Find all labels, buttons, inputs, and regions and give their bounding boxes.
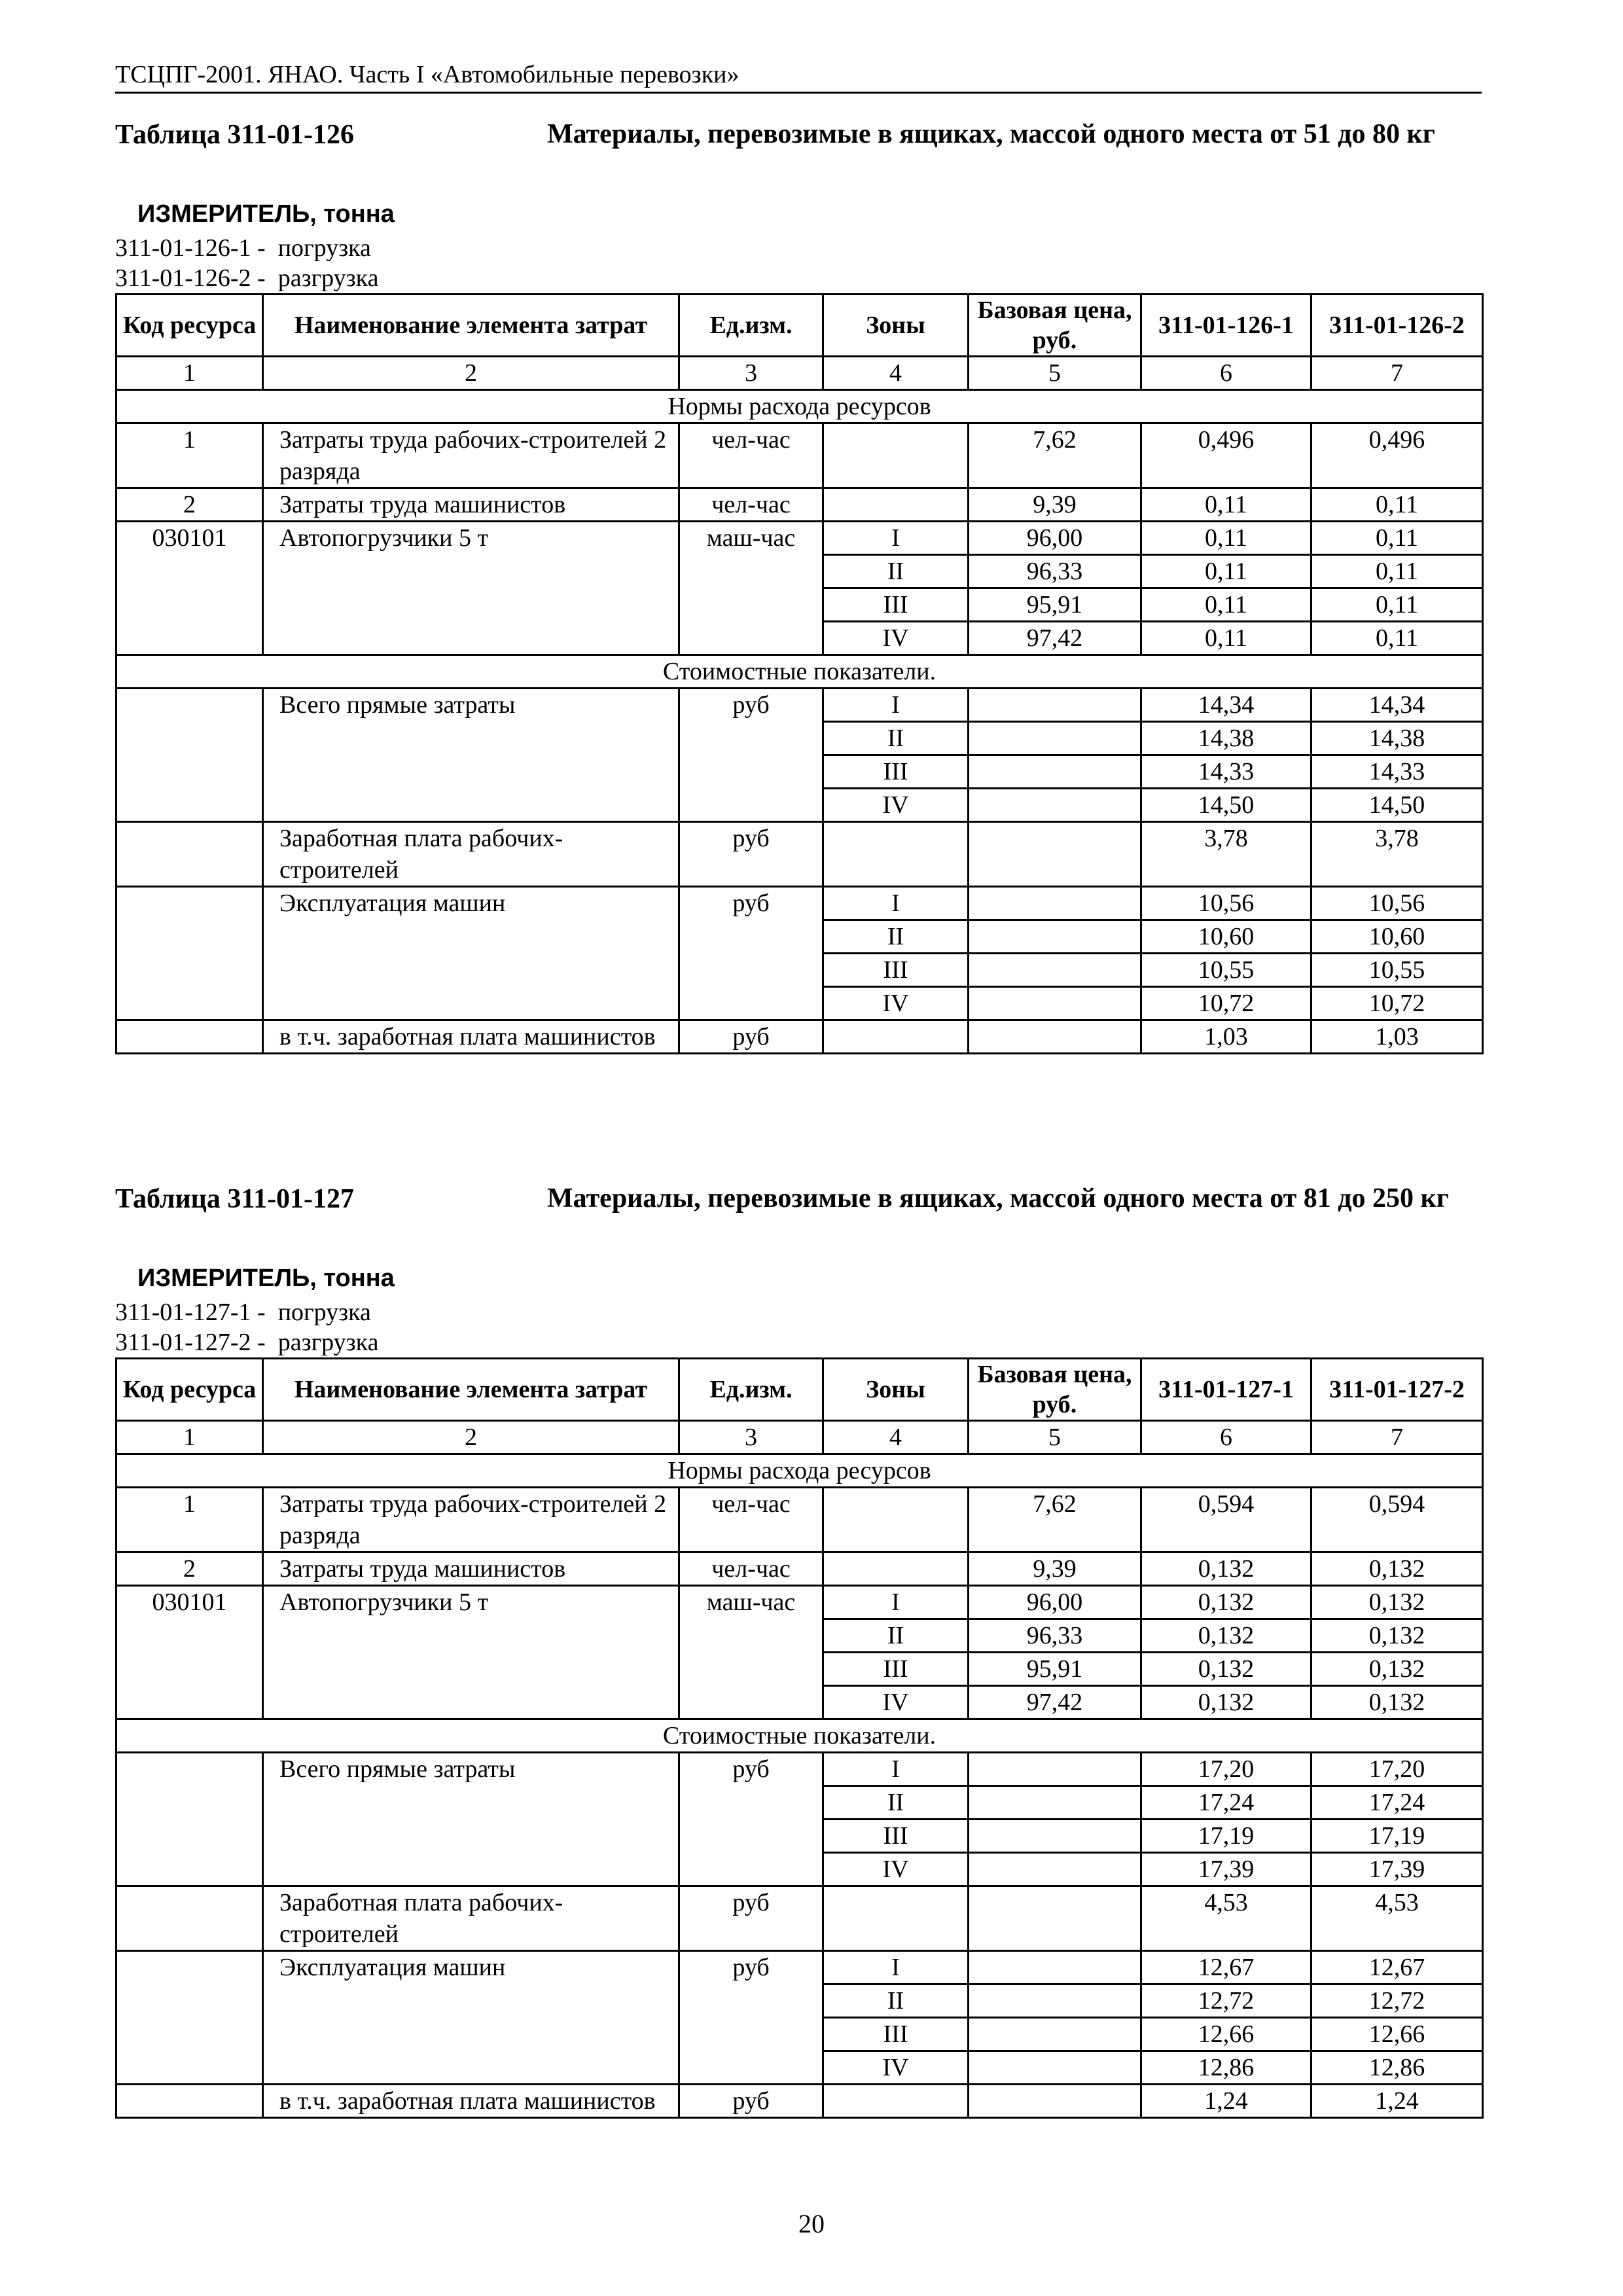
price-cell [969, 1853, 1141, 1886]
value-cell-1: 12,67 [1141, 1951, 1311, 1984]
value-cell-2: 1,03 [1311, 1020, 1483, 1054]
page-header: ТСЦПГ-2001. ЯНАО. Часть I «Автомобильные перевозки» [115, 59, 1482, 94]
resource-name: Автопогрузчики 5 т [263, 522, 679, 655]
value-cell-1: 0,496 [1141, 423, 1311, 488]
resource-code: 1 [116, 423, 263, 488]
value-cell-1: 17,24 [1141, 1786, 1311, 1820]
value-cell-2: 12,67 [1311, 1951, 1483, 1984]
column-number: 4 [823, 357, 969, 390]
price-cell: 9,39 [969, 488, 1141, 522]
value-cell-1: 0,11 [1141, 588, 1311, 622]
resource-unit: руб [679, 887, 823, 1020]
resource-code [116, 822, 263, 887]
resource-code [116, 1886, 263, 1951]
resource-code: 1 [116, 1488, 263, 1552]
value-cell-2: 4,53 [1311, 1886, 1483, 1951]
resource-unit: руб [679, 1020, 823, 1054]
price-cell [969, 1820, 1141, 1853]
value-cell-2: 14,33 [1311, 755, 1483, 789]
value-cell-2: 17,19 [1311, 1820, 1483, 1853]
group-row-costs [116, 655, 1483, 689]
value-cell-2: 1,24 [1311, 2085, 1483, 2118]
measure-unit: ИЗМЕРИТЕЛЬ, тонна [137, 1265, 395, 1292]
value-cell-2: 17,20 [1311, 1753, 1483, 1786]
value-cell-2: 3,78 [1311, 822, 1483, 887]
value-cell-1: 0,132 [1141, 1552, 1311, 1586]
table-label: Таблица 311-01-127 [115, 1184, 355, 1214]
zone-cell [823, 1020, 969, 1054]
zone-cell: III [823, 954, 969, 987]
resource-code [116, 1753, 263, 1886]
price-cell: 97,42 [969, 1686, 1141, 1719]
table-row [116, 689, 1483, 722]
value-cell-2: 0,132 [1311, 1653, 1483, 1686]
zone-cell: IV [823, 622, 969, 655]
page-number: 20 [798, 2209, 825, 2238]
col-header-zones: Зоны [823, 295, 969, 357]
value-cell-2: 10,72 [1311, 987, 1483, 1020]
value-cell-1: 1,24 [1141, 2085, 1311, 2118]
table-title-row [115, 118, 1483, 190]
zone-cell: III [823, 588, 969, 622]
zone-cell: III [823, 1653, 969, 1686]
resource-code [116, 887, 263, 1020]
group-row-costs [116, 1719, 1483, 1753]
price-cell [969, 1951, 1141, 1984]
resource-unit: чел-час [679, 423, 823, 488]
column-number: 3 [679, 357, 823, 390]
column-number: 4 [823, 1421, 969, 1454]
value-cell-1: 14,33 [1141, 755, 1311, 789]
value-cell-2: 0,132 [1311, 1552, 1483, 1586]
resource-unit: руб [679, 689, 823, 822]
resource-name: в т.ч. заработная плата машинистов [263, 2085, 679, 2118]
col-header-name: Наименование элемента затрат [263, 1359, 679, 1421]
table-row [116, 1488, 1483, 1552]
value-cell-2: 0,496 [1311, 423, 1483, 488]
resource-unit: чел-час [679, 1552, 823, 1586]
zone-cell: II [823, 1619, 969, 1653]
resource-unit: руб [679, 2085, 823, 2118]
zone-cell: I [823, 1753, 969, 1786]
column-number: 2 [263, 1421, 679, 1454]
price-cell: 95,91 [969, 588, 1141, 622]
resource-code [116, 689, 263, 822]
value-cell-1: 14,50 [1141, 789, 1311, 822]
zone-cell: I [823, 689, 969, 722]
operation-code: 311-01-127-1 - погрузка [115, 1299, 371, 1326]
value-cell-1: 10,55 [1141, 954, 1311, 987]
zone-cell: II [823, 920, 969, 954]
value-cell-1: 17,39 [1141, 1853, 1311, 1886]
price-cell [969, 1020, 1141, 1054]
value-cell-2: 14,34 [1311, 689, 1483, 722]
column-number: 6 [1141, 357, 1311, 390]
price-cell [969, 2085, 1141, 2118]
group-title: Стоимостные показатели. [116, 1719, 1483, 1753]
resource-unit: маш-час [679, 1586, 823, 1719]
zone-cell [823, 488, 969, 522]
price-cell: 96,00 [969, 522, 1141, 555]
col-header-code2: 311-01-127-2 [1311, 1359, 1483, 1421]
value-cell-2: 17,24 [1311, 1786, 1483, 1820]
resource-name: Эксплуатация машин [263, 887, 679, 1020]
zone-cell: III [823, 1820, 969, 1853]
value-cell-1: 0,11 [1141, 555, 1311, 588]
resource-code: 030101 [116, 522, 263, 655]
value-cell-1: 4,53 [1141, 1886, 1311, 1951]
operation-code: 311-01-126-2 - разгрузка [115, 264, 379, 292]
table-row [116, 1886, 1483, 1951]
price-cell [969, 1886, 1141, 1951]
zone-cell: IV [823, 987, 969, 1020]
zone-cell [823, 2085, 969, 2118]
header-row [116, 1359, 1483, 1421]
resource-unit: руб [679, 1951, 823, 2085]
table-title: Материалы, перевозимые в ящиках, массой одного места от 81 до 250 кг [547, 1183, 1449, 1213]
table-row [116, 423, 1483, 488]
price-cell [969, 954, 1141, 987]
price-cell [969, 722, 1141, 755]
table-row [116, 2085, 1483, 2118]
value-cell-2: 0,11 [1311, 522, 1483, 555]
value-cell-2: 17,39 [1311, 1853, 1483, 1886]
value-cell-2: 0,594 [1311, 1488, 1483, 1552]
price-cell [969, 689, 1141, 722]
resource-code: 030101 [116, 1586, 263, 1719]
zone-cell: II [823, 1984, 969, 2018]
price-cell [969, 920, 1141, 954]
group-title: Нормы расхода ресурсов [116, 390, 1483, 423]
table-title-row [115, 1182, 1483, 1254]
table-row [116, 1753, 1483, 1786]
table-title: Материалы, перевозимые в ящиках, массой одного места от 51 до 80 кг [547, 119, 1435, 149]
zone-cell: II [823, 1786, 969, 1820]
value-cell-1: 10,72 [1141, 987, 1311, 1020]
value-cell-2: 12,86 [1311, 2051, 1483, 2085]
value-cell-1: 17,20 [1141, 1753, 1311, 1786]
table-section-1 [115, 118, 1483, 1054]
value-cell-2: 10,56 [1311, 887, 1483, 920]
price-cell: 7,62 [969, 423, 1141, 488]
table-row [116, 822, 1483, 887]
value-cell-2: 0,132 [1311, 1686, 1483, 1719]
col-header-zones: Зоны [823, 1359, 969, 1421]
column-number: 7 [1311, 1421, 1483, 1454]
col-header-name: Наименование элемента затрат [263, 295, 679, 357]
resource-name: Автопогрузчики 5 т [263, 1586, 679, 1719]
zone-cell: I [823, 522, 969, 555]
value-cell-1: 10,56 [1141, 887, 1311, 920]
value-cell-2: 10,55 [1311, 954, 1483, 987]
price-cell: 95,91 [969, 1653, 1141, 1686]
price-cell: 9,39 [969, 1552, 1141, 1586]
value-cell-1: 12,86 [1141, 2051, 1311, 2085]
value-cell-2: 0,11 [1311, 622, 1483, 655]
resource-code [116, 1020, 263, 1054]
price-cell [969, 2018, 1141, 2051]
value-cell-2: 14,50 [1311, 789, 1483, 822]
group-title: Нормы расхода ресурсов [116, 1454, 1483, 1488]
zone-cell [823, 1552, 969, 1586]
column-number: 1 [116, 1421, 263, 1454]
column-number-row [116, 357, 1483, 390]
value-cell-1: 0,132 [1141, 1686, 1311, 1719]
resource-unit: руб [679, 1886, 823, 1951]
zone-cell: I [823, 1951, 969, 1984]
value-cell-2: 12,72 [1311, 1984, 1483, 2018]
value-cell-2: 0,11 [1311, 488, 1483, 522]
measure-unit: ИЗМЕРИТЕЛЬ, тонна [137, 200, 395, 228]
price-cell [969, 789, 1141, 822]
column-number: 5 [969, 357, 1141, 390]
price-cell [969, 887, 1141, 920]
col-header-price: Базовая цена, руб. [969, 295, 1141, 357]
zone-cell: III [823, 2018, 969, 2051]
resource-unit: чел-час [679, 1488, 823, 1552]
column-number: 3 [679, 1421, 823, 1454]
zone-cell [823, 822, 969, 887]
group-row-norms [116, 1454, 1483, 1488]
value-cell-1: 3,78 [1141, 822, 1311, 887]
price-cell [969, 1753, 1141, 1786]
price-cell [969, 987, 1141, 1020]
resource-name: Заработная плата рабочих-строителей [263, 1886, 679, 1951]
value-cell-1: 0,11 [1141, 522, 1311, 555]
resource-unit: чел-час [679, 488, 823, 522]
price-cell [969, 822, 1141, 887]
resource-name: Всего прямые затраты [263, 1753, 679, 1886]
table-row [116, 488, 1483, 522]
price-cell [969, 2051, 1141, 2085]
value-cell-1: 0,132 [1141, 1619, 1311, 1653]
resource-name: Затраты труда рабочих-строителей 2 разряда [263, 423, 679, 488]
price-cell: 96,00 [969, 1586, 1141, 1619]
resource-name: Заработная плата рабочих-строителей [263, 822, 679, 887]
table-row [116, 522, 1483, 555]
table-row [116, 1586, 1483, 1619]
resource-name: в т.ч. заработная плата машинистов [263, 1020, 679, 1054]
col-header-code1: 311-01-126-1 [1141, 295, 1311, 357]
value-cell-1: 0,11 [1141, 622, 1311, 655]
table-section-2 [115, 1182, 1483, 2119]
price-cell: 97,42 [969, 622, 1141, 655]
resource-code: 2 [116, 488, 263, 522]
zone-cell [823, 1886, 969, 1951]
header-row [116, 295, 1483, 357]
table-row [116, 1020, 1483, 1054]
table-row [116, 1951, 1483, 1984]
price-cell [969, 755, 1141, 789]
resource-unit: руб [679, 822, 823, 887]
col-header-unit: Ед.изм. [679, 1359, 823, 1421]
zone-cell [823, 423, 969, 488]
col-header-code1: 311-01-127-1 [1141, 1359, 1311, 1421]
zone-cell: IV [823, 789, 969, 822]
zone-cell [823, 1488, 969, 1552]
value-cell-2: 0,11 [1311, 588, 1483, 622]
value-cell-2: 0,11 [1311, 555, 1483, 588]
zone-cell: III [823, 755, 969, 789]
resource-name: Эксплуатация машин [263, 1951, 679, 2085]
resource-table [115, 293, 1484, 1054]
value-cell-1: 10,60 [1141, 920, 1311, 954]
column-number: 5 [969, 1421, 1141, 1454]
resource-unit: маш-час [679, 522, 823, 655]
table-row [116, 887, 1483, 920]
zone-cell: IV [823, 1686, 969, 1719]
zone-cell: II [823, 555, 969, 588]
value-cell-1: 1,03 [1141, 1020, 1311, 1054]
column-number: 7 [1311, 357, 1483, 390]
value-cell-1: 0,132 [1141, 1586, 1311, 1619]
col-header-code2: 311-01-126-2 [1311, 295, 1483, 357]
price-cell: 7,62 [969, 1488, 1141, 1552]
table-label: Таблица 311-01-126 [115, 120, 355, 150]
zone-cell: I [823, 887, 969, 920]
resource-code [116, 1951, 263, 2085]
price-cell: 96,33 [969, 555, 1141, 588]
resource-name: Затраты труда машинистов [263, 488, 679, 522]
column-number: 6 [1141, 1421, 1311, 1454]
price-cell [969, 1786, 1141, 1820]
value-cell-2: 0,132 [1311, 1586, 1483, 1619]
column-number: 1 [116, 357, 263, 390]
group-row-norms [116, 390, 1483, 423]
zone-cell: II [823, 722, 969, 755]
value-cell-1: 14,34 [1141, 689, 1311, 722]
zone-cell: IV [823, 2051, 969, 2085]
resource-name: Всего прямые затраты [263, 689, 679, 822]
zone-cell: I [823, 1586, 969, 1619]
operation-code: 311-01-126-1 - погрузка [115, 234, 371, 262]
resource-name: Затраты труда рабочих-строителей 2 разряда [263, 1488, 679, 1552]
column-number-row [116, 1421, 1483, 1454]
operation-code: 311-01-127-2 - разгрузка [115, 1329, 379, 1356]
value-cell-1: 14,38 [1141, 722, 1311, 755]
col-header-price: Базовая цена, руб. [969, 1359, 1141, 1421]
price-cell [969, 1984, 1141, 2018]
value-cell-1: 0,594 [1141, 1488, 1311, 1552]
column-number: 2 [263, 357, 679, 390]
value-cell-1: 12,72 [1141, 1984, 1311, 2018]
value-cell-1: 0,11 [1141, 488, 1311, 522]
value-cell-2: 10,60 [1311, 920, 1483, 954]
col-header-code: Код ресурса [116, 295, 263, 357]
col-header-unit: Ед.изм. [679, 295, 823, 357]
resource-unit: руб [679, 1753, 823, 1886]
resource-name: Затраты труда машинистов [263, 1552, 679, 1586]
resource-code [116, 2085, 263, 2118]
zone-cell: IV [823, 1853, 969, 1886]
value-cell-2: 12,66 [1311, 2018, 1483, 2051]
value-cell-2: 0,132 [1311, 1619, 1483, 1653]
resource-code: 2 [116, 1552, 263, 1586]
value-cell-2: 14,38 [1311, 722, 1483, 755]
value-cell-1: 0,132 [1141, 1653, 1311, 1686]
value-cell-1: 17,19 [1141, 1820, 1311, 1853]
group-title: Стоимостные показатели. [116, 655, 1483, 689]
col-header-code: Код ресурса [116, 1359, 263, 1421]
price-cell: 96,33 [969, 1619, 1141, 1653]
value-cell-1: 12,66 [1141, 2018, 1311, 2051]
table-row [116, 1552, 1483, 1586]
resource-table [115, 1357, 1484, 2119]
